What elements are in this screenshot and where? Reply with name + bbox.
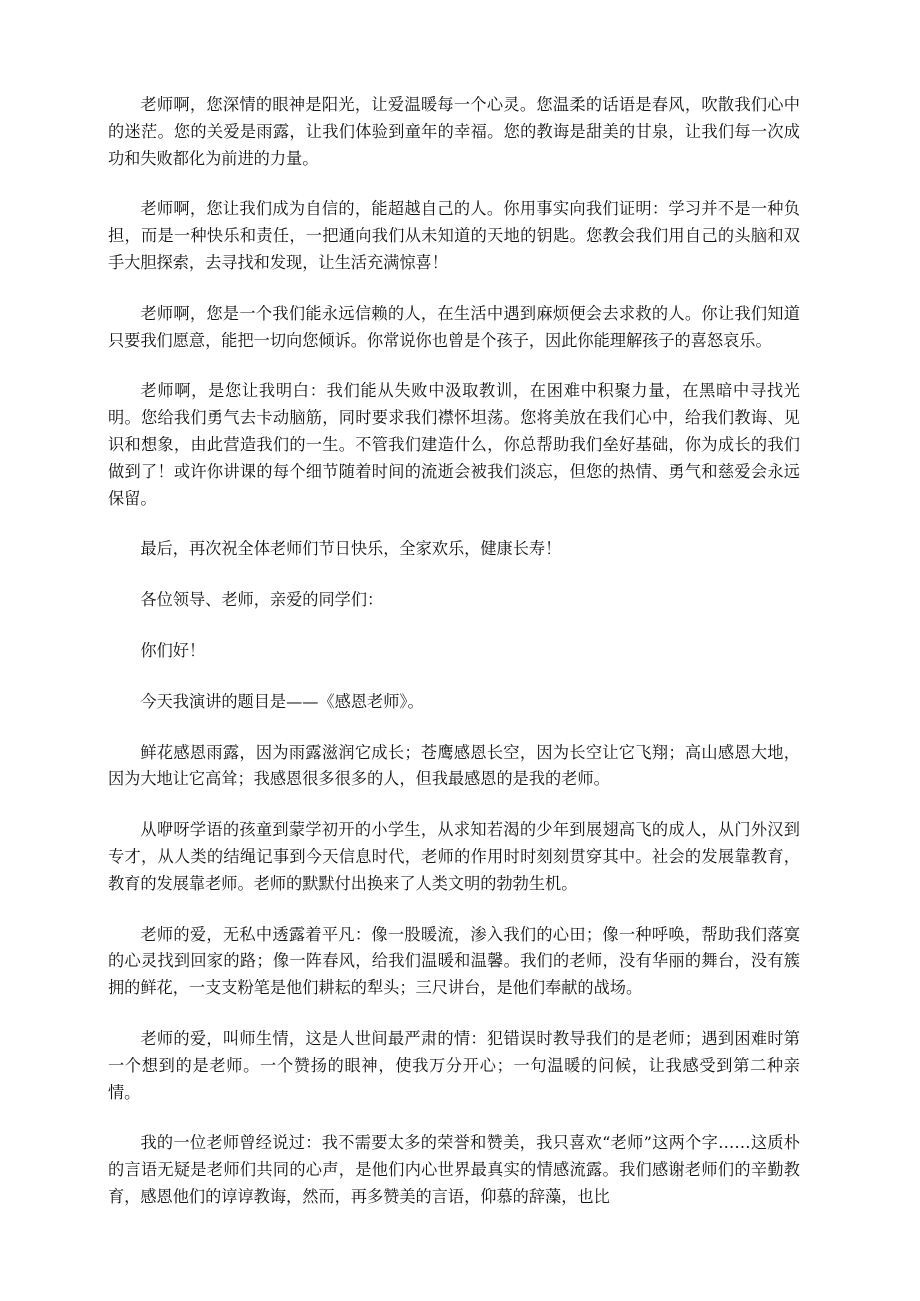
- paragraph: 老师啊，是您让我明白：我们能从失败中汲取教训，在困难中积聚力量，在黑暗中寻找光明。您给我们勇气去卡动脑筋，同时要求我们襟怀坦荡。您将美放在我们心中，给我们教诲、见识和想象，由此营造我们的一生。不管我们建造什么，你总帮助我们垒好基础，你为成长的我们做到了！或许你讲课的每个细节随着时间的流逝会被我们淡忘，但您的热情、勇气和慈爱会永远保留。: [108, 381, 800, 508]
- paragraph: 各位领导、老师，亲爱的同学们：: [140, 590, 384, 610]
- paragraph: 我的一位老师曾经说过：我不需要太多的荣誉和赞美，我只喜欢“老师”这两个字……这质朴的言语无疑是老师们共同的心声，是他们内心世界最真实的情感流露。我们感谢老师们的辛勤教育，感恩他们的谆谆教诲，然而，再多赞美的言语，仰慕的辞藻，也比: [108, 1133, 800, 1206]
- paragraph: 老师的爱，叫师生情，这是人世间最严肃的情：犯错误时教导我们的是老师；遇到困难时第一个想到的是老师。一个赞扬的眼神，使我万分开心；一句温暖的问候，让我感受到第二种亲情。: [108, 1028, 800, 1102]
- paragraph: 你们好！: [140, 640, 206, 660]
- paragraph: 鲜花感恩雨露，因为雨露滋润它成长；苍鹰感恩长空，因为长空让它飞翔；高山感恩大地，因为大地让它高耸；我感恩很多很多的人，但我最感恩的是我的老师。: [108, 742, 800, 789]
- paragraph: 今天我演讲的题目是——《感恩老师》。: [140, 691, 424, 711]
- paragraph: 从咿呀学语的孩童到蒙学初开的小学生，从求知若渴的少年到展翅高飞的成人，从门外汉到专才，从人类的结绳记事到今天信息时代，老师的作用时时刻刻贯穿其中。社会的发展靠教育，教育的发展靠老师。老师的默默付出换来了人类文明的勃勃生机。: [108, 820, 800, 893]
- paragraph: 老师啊，您是一个我们能永远信赖的人，在生活中遇到麻烦便会去求救的人。你让我们知道只要我们愿意，能把一切向您倾诉。你常说你也曾是个孩子，因此你能理解孩子的喜怒哀乐。: [108, 303, 800, 350]
- paragraph: 老师啊，您让我们成为自信的，能超越自己的人。你用事实向我们证明：学习并不是一种负担，而是一种快乐和责任，一把通向我们从未知道的天地的钥匙。您教会我们用自己的头脑和双手大胆探索，去寻找和发现，让生活充满惊喜！: [108, 199, 800, 272]
- paragraph: 最后，再次祝全体老师们节日快乐，全家欢乐，健康长寿！: [140, 539, 562, 559]
- paragraph: 老师啊，您深情的眼神是阳光，让爱温暖每一个心灵。您温柔的话语是春风，吹散我们心中的迷茫。您的关爱是雨露，让我们体验到童年的幸福。您的教诲是甜美的甘泉，让我们每一次成功和失败都化为前进的力量。: [108, 95, 800, 168]
- paragraph: 老师的爱，无私中透露着平凡：像一股暖流，渗入我们的心田；像一种呼唤，帮助我们落寞的心灵找到回家的路；像一阵春风，给我们温暖和温馨。我们的老师，没有华丽的舞台，没有簇拥的鲜花，一支支粉笔是他们耕耘的犁头；三尺讲台，是他们奉献的战场。: [108, 924, 800, 998]
